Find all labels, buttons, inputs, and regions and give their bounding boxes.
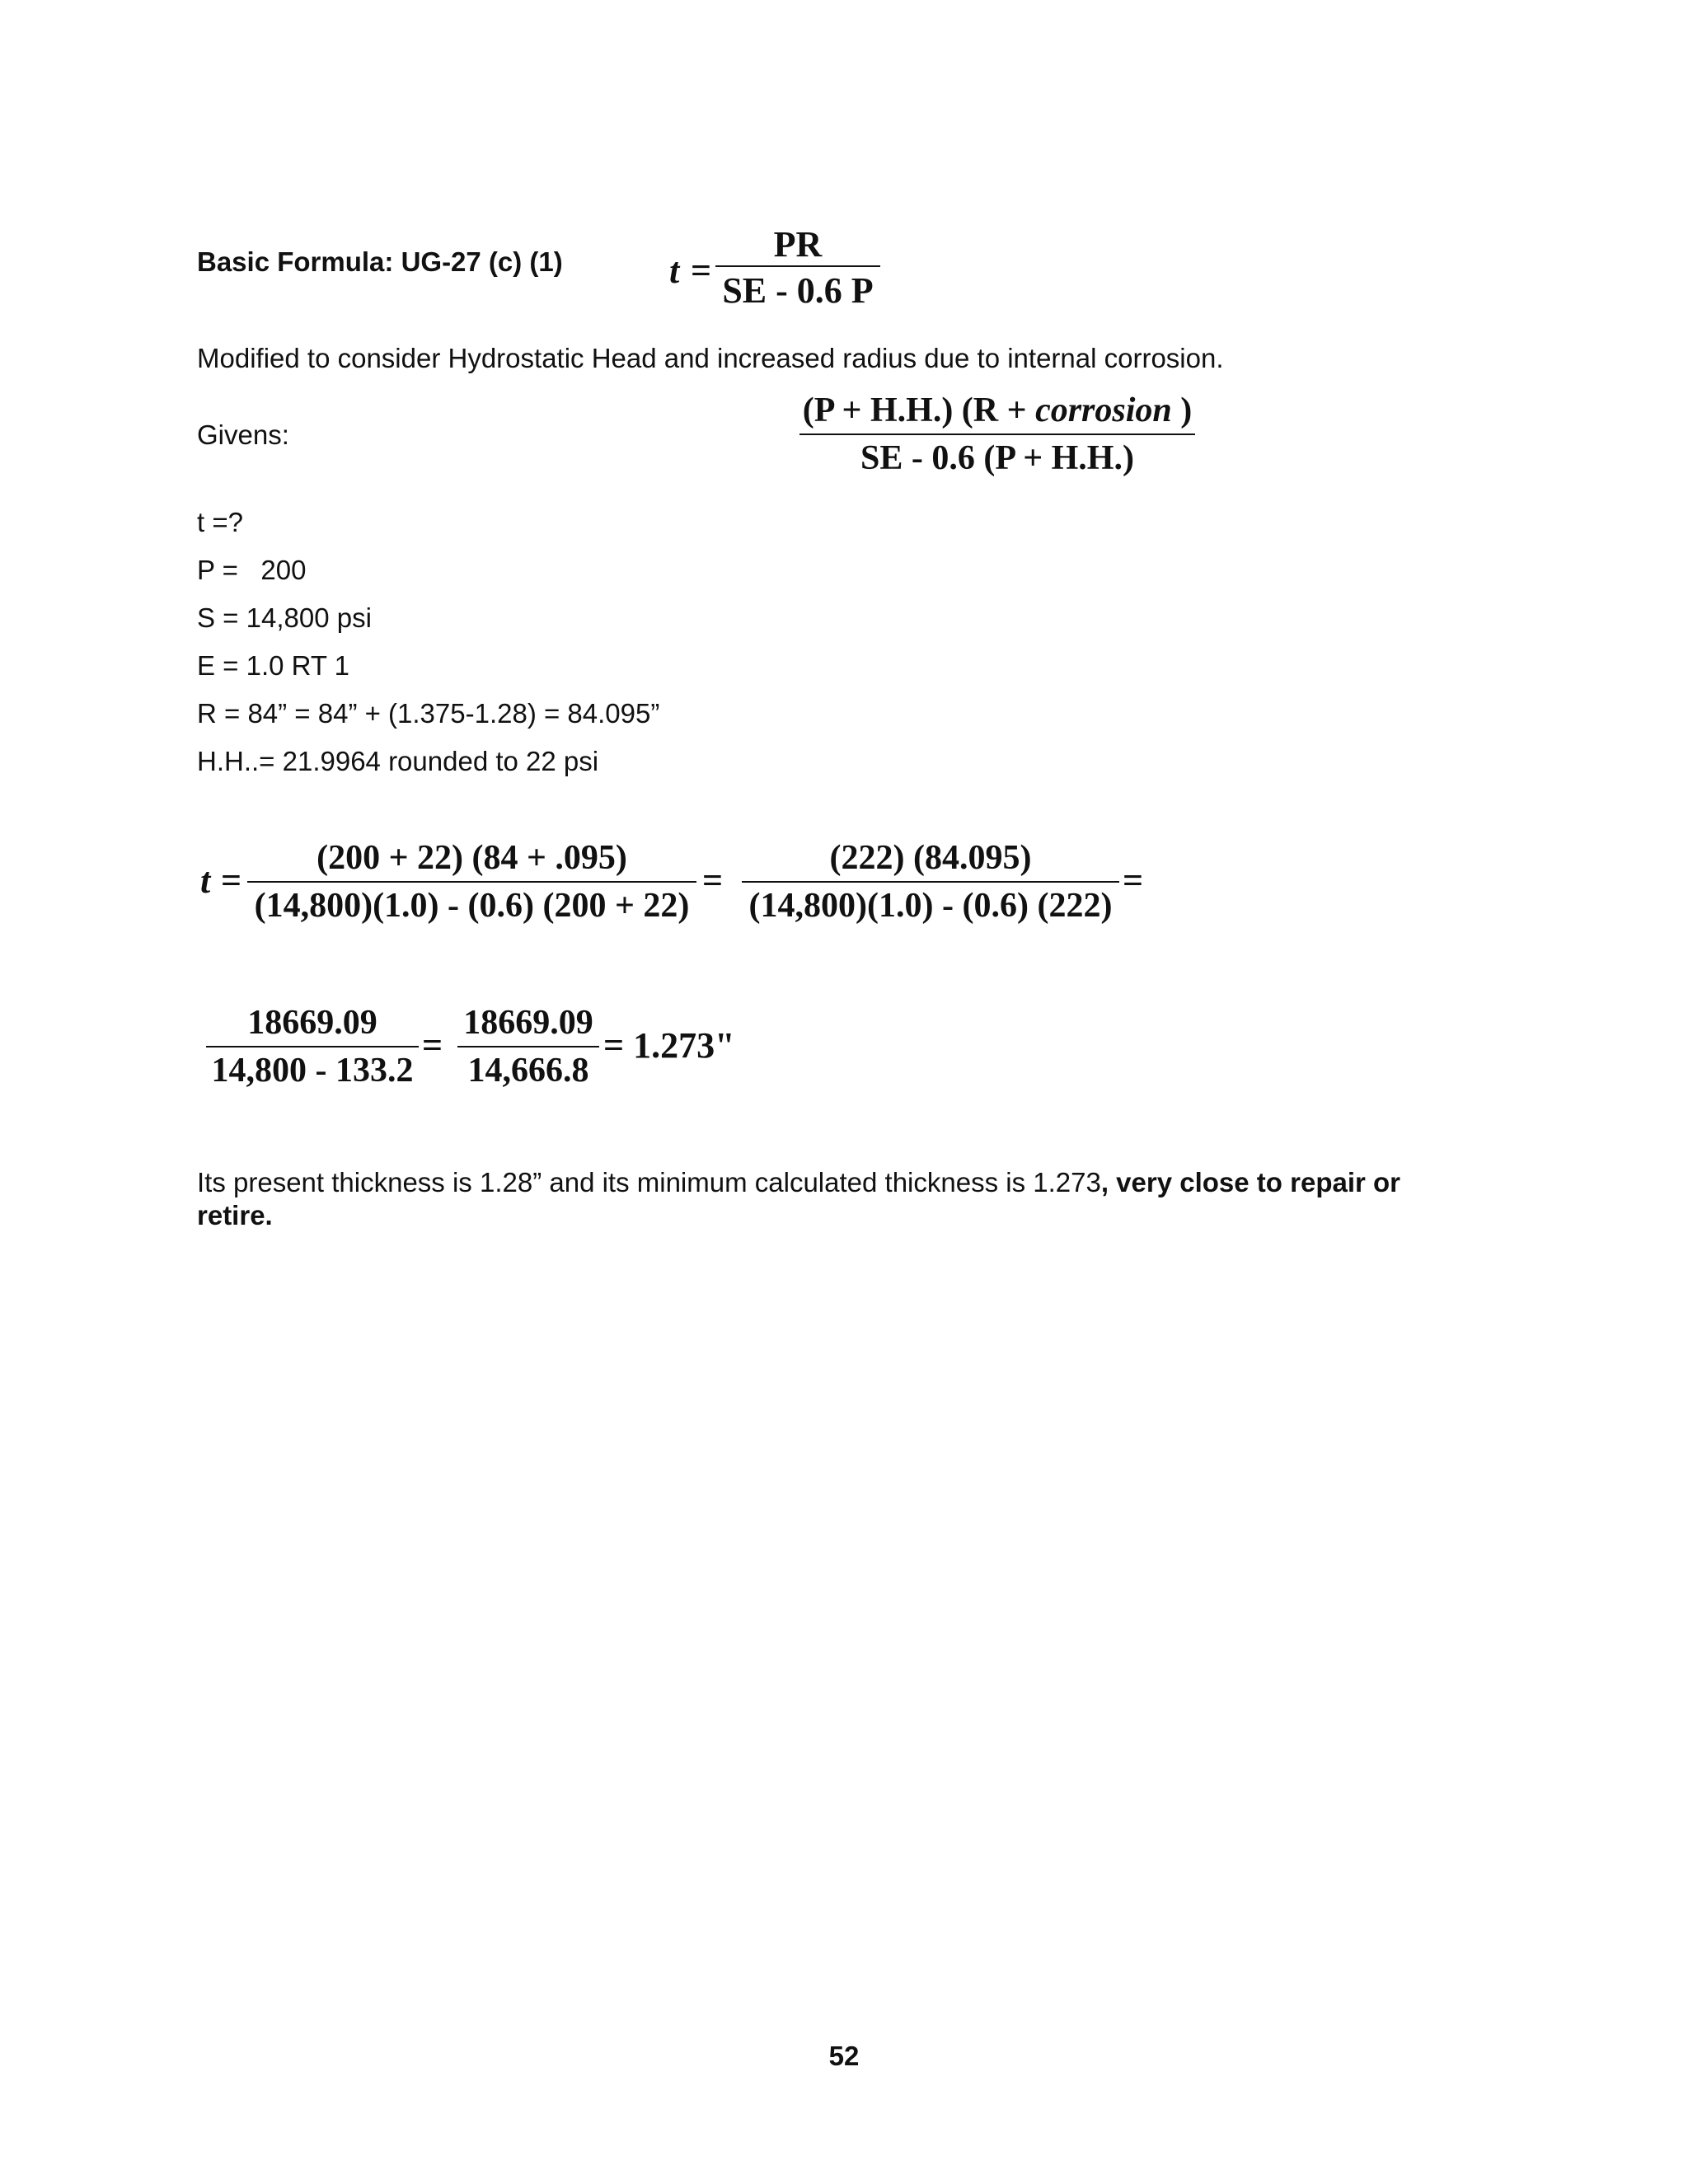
conclusion-bold-text: , very close to repair or retire. <box>197 1167 1401 1230</box>
given-hh: H.H..= 21.9964 rounded to 22 psi <box>197 746 599 776</box>
calc2-result: = 1.273" <box>603 1025 735 1066</box>
modified-formula-denominator: SE - 0.6 (P + H.H.) <box>860 439 1134 477</box>
calc1-equals-2: = <box>702 860 724 901</box>
calc1-equals: = <box>221 860 242 901</box>
calc1-frac1-numerator: (200 + 22) (84 + .095) <box>316 839 627 877</box>
modified-formula-fraction <box>799 387 1195 481</box>
calc2-frac1-denominator: 14,800 - 133.2 <box>211 1052 414 1090</box>
modified-num-part-a: (P + H.H.) (R + <box>802 391 1036 429</box>
given-s: S = 14,800 psi <box>197 602 372 633</box>
calc2-fraction-1 <box>206 1000 419 1094</box>
basic-formula-label: Basic Formula: UG-27 (c) (1) <box>197 246 563 277</box>
calc1-frac2-denominator: (14,800)(1.0) - (0.6) (222) <box>748 887 1113 925</box>
basic-formula-denominator: SE - 0.6 P <box>722 270 874 311</box>
calc2-frac1-numerator: 18669.09 <box>247 1004 377 1042</box>
calc2-fraction-2 <box>457 1000 599 1094</box>
formula-equals: = <box>691 251 712 291</box>
conclusion-normal-text: Its present thickness is 1.28” and its minimum calculated thickness is 1.273 <box>197 1167 1101 1197</box>
given-r: R = 84” = 84” + (1.375-1.28) = 84.095” <box>197 698 660 729</box>
given-t: t =? <box>197 507 243 537</box>
page-number: 52 <box>828 2041 860 2071</box>
calc1-t-variable: t <box>200 860 211 901</box>
calc2-frac2-denominator: 14,666.8 <box>467 1052 589 1090</box>
calc1-frac2-numerator: (222) (84.095) <box>829 839 1032 877</box>
calc2-equals-1: = <box>422 1025 443 1066</box>
givens-label: Givens: <box>197 419 289 450</box>
given-e: E = 1.0 RT 1 <box>197 650 349 681</box>
conclusion-paragraph <box>197 1166 1450 1232</box>
calc1-fraction-1 <box>247 835 696 929</box>
basic-formula-fraction <box>715 224 880 315</box>
modified-num-corrosion: corrosion <box>1035 391 1172 429</box>
modified-description: Modified to consider Hydrostatic Head and increased radius due to internal corrosion. <box>197 343 1224 373</box>
given-p: P = 200 <box>197 555 307 585</box>
calc1-fraction-2 <box>742 835 1119 929</box>
modified-num-part-b: ) <box>1171 391 1193 429</box>
calc1-equals-3: = <box>1123 860 1144 901</box>
calc2-frac2-numerator: 18669.09 <box>463 1004 593 1042</box>
calc1-frac1-denominator: (14,800)(1.0) - (0.6) (200 + 22) <box>254 887 690 925</box>
formula-t-variable: t <box>669 251 680 291</box>
modified-formula-numerator <box>803 387 1193 434</box>
basic-formula-numerator: PR <box>773 224 823 265</box>
